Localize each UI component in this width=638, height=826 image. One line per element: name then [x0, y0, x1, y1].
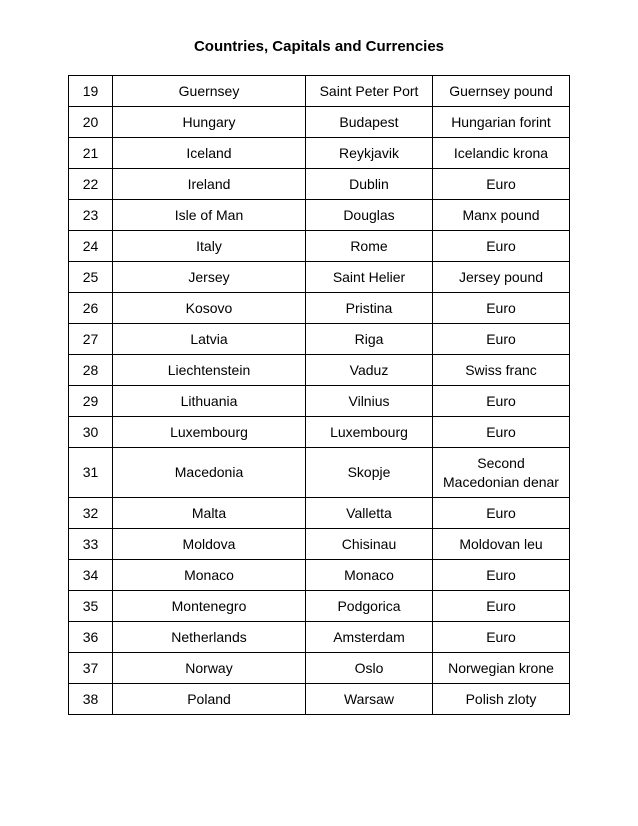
cell-num: 31	[69, 448, 113, 498]
countries-table	[68, 75, 570, 715]
cell-capital: Budapest	[306, 107, 433, 138]
cell-capital: Reykjavik	[306, 138, 433, 169]
cell-country: Latvia	[113, 324, 306, 355]
table-row	[69, 622, 570, 653]
cell-capital: Skopje	[306, 448, 433, 498]
cell-num: 37	[69, 653, 113, 684]
cell-num: 30	[69, 417, 113, 448]
cell-capital: Vaduz	[306, 355, 433, 386]
table-row	[69, 231, 570, 262]
table-row	[69, 498, 570, 529]
cell-currency: Jersey pound	[433, 262, 570, 293]
cell-capital: Monaco	[306, 560, 433, 591]
cell-country: Italy	[113, 231, 306, 262]
table-row	[69, 653, 570, 684]
cell-currency: Euro	[433, 169, 570, 200]
cell-country: Macedonia	[113, 448, 306, 498]
cell-currency: Euro	[433, 591, 570, 622]
cell-num: 38	[69, 684, 113, 715]
table-row	[69, 560, 570, 591]
cell-num: 34	[69, 560, 113, 591]
table-row	[69, 684, 570, 715]
cell-currency: Polish zloty	[433, 684, 570, 715]
table-row	[69, 355, 570, 386]
cell-country: Norway	[113, 653, 306, 684]
cell-num: 32	[69, 498, 113, 529]
cell-capital: Rome	[306, 231, 433, 262]
cell-num: 20	[69, 107, 113, 138]
table-row	[69, 169, 570, 200]
cell-country: Moldova	[113, 529, 306, 560]
cell-country: Jersey	[113, 262, 306, 293]
cell-country: Guernsey	[113, 76, 306, 107]
cell-capital: Douglas	[306, 200, 433, 231]
cell-capital: Warsaw	[306, 684, 433, 715]
cell-num: 26	[69, 293, 113, 324]
cell-country: Poland	[113, 684, 306, 715]
cell-currency: Norwegian krone	[433, 653, 570, 684]
cell-country: Iceland	[113, 138, 306, 169]
cell-currency: Euro	[433, 417, 570, 448]
cell-country: Liechtenstein	[113, 355, 306, 386]
cell-capital: Pristina	[306, 293, 433, 324]
table-body	[69, 76, 570, 715]
table-row	[69, 200, 570, 231]
table-row	[69, 262, 570, 293]
cell-capital: Saint Peter Port	[306, 76, 433, 107]
cell-currency: Hungarian forint	[433, 107, 570, 138]
cell-num: 24	[69, 231, 113, 262]
cell-capital: Riga	[306, 324, 433, 355]
cell-currency: Euro	[433, 498, 570, 529]
table-row	[69, 591, 570, 622]
table-row	[69, 293, 570, 324]
cell-capital: Oslo	[306, 653, 433, 684]
cell-country: Monaco	[113, 560, 306, 591]
cell-country: Ireland	[113, 169, 306, 200]
cell-capital: Podgorica	[306, 591, 433, 622]
table-row	[69, 76, 570, 107]
cell-country: Kosovo	[113, 293, 306, 324]
cell-country: Lithuania	[113, 386, 306, 417]
cell-num: 19	[69, 76, 113, 107]
cell-country: Netherlands	[113, 622, 306, 653]
cell-capital: Saint Helier	[306, 262, 433, 293]
cell-currency: Euro	[433, 560, 570, 591]
cell-capital: Vilnius	[306, 386, 433, 417]
cell-currency: Euro	[433, 293, 570, 324]
cell-currency: Swiss franc	[433, 355, 570, 386]
cell-num: 23	[69, 200, 113, 231]
table-row	[69, 386, 570, 417]
cell-capital: Dublin	[306, 169, 433, 200]
table-row	[69, 107, 570, 138]
cell-currency: Moldovan leu	[433, 529, 570, 560]
cell-currency: Euro	[433, 622, 570, 653]
table-row	[69, 417, 570, 448]
cell-currency: Second Macedonian denar	[433, 448, 570, 498]
cell-capital: Valletta	[306, 498, 433, 529]
cell-country: Luxembourg	[113, 417, 306, 448]
cell-capital: Chisinau	[306, 529, 433, 560]
cell-num: 28	[69, 355, 113, 386]
cell-currency: Euro	[433, 231, 570, 262]
cell-num: 27	[69, 324, 113, 355]
table-row	[69, 138, 570, 169]
cell-num: 25	[69, 262, 113, 293]
cell-capital: Luxembourg	[306, 417, 433, 448]
cell-num: 36	[69, 622, 113, 653]
cell-country: Isle of Man	[113, 200, 306, 231]
cell-capital: Amsterdam	[306, 622, 433, 653]
table-row	[69, 324, 570, 355]
table-row	[69, 529, 570, 560]
cell-num: 21	[69, 138, 113, 169]
cell-num: 33	[69, 529, 113, 560]
cell-currency: Euro	[433, 324, 570, 355]
cell-currency: Manx pound	[433, 200, 570, 231]
cell-country: Hungary	[113, 107, 306, 138]
cell-currency: Euro	[433, 386, 570, 417]
cell-num: 35	[69, 591, 113, 622]
page-title: Countries, Capitals and Currencies	[193, 38, 445, 55]
cell-country: Malta	[113, 498, 306, 529]
cell-num: 22	[69, 169, 113, 200]
cell-currency: Guernsey pound	[433, 76, 570, 107]
cell-currency: Icelandic krona	[433, 138, 570, 169]
cell-num: 29	[69, 386, 113, 417]
table-row	[69, 448, 570, 498]
cell-country: Montenegro	[113, 591, 306, 622]
